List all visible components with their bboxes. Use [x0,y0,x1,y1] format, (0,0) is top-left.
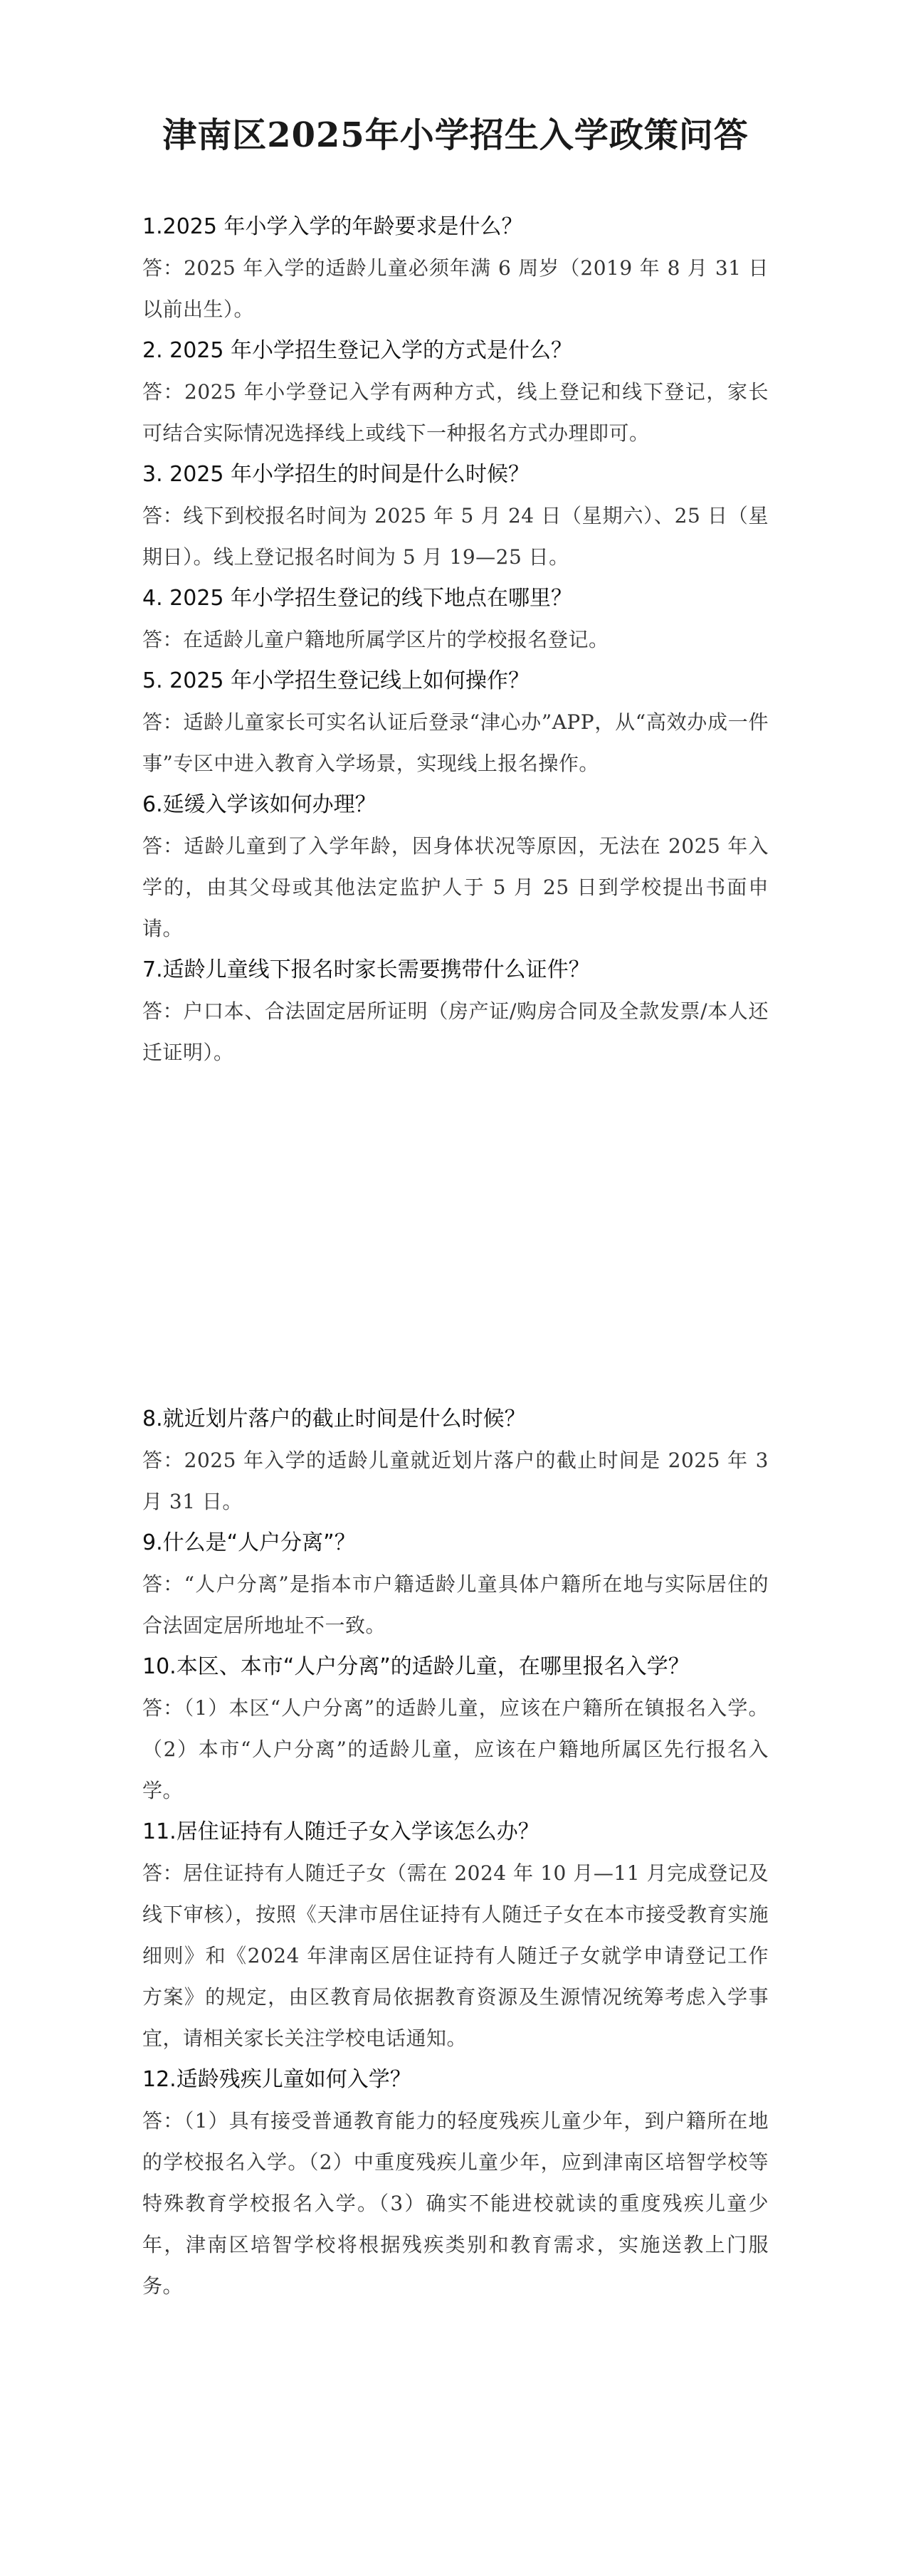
answer-5: 答：适龄儿童家长可实名认证后登录“津心办”APP，从“高效办成一件事”专区中进入教育入学场景，实现线上报名操作。 [142,710,769,775]
question-6: 6.延缓入学该如何办理？ [142,792,376,817]
question-12: 12.适龄残疾儿童如何入学？ [142,2067,411,2092]
qa-section-1 [142,206,769,1073]
answer-6: 答：适龄儿童到了入学年龄，因身体状况等原因，无法在 2025 年入学的，由其父母或其他法定监护人于 5 月 25 日到学校提出书面申请。 [142,834,769,940]
question-1: 1.2025 年小学入学的年龄要求是什么？ [142,214,523,239]
answer-3: 答：线下到校报名时间为 2025 年 5 月 24 日（星期六）、25 日（星期日）。线上登记报名时间为 5 月 19—25 日。 [142,504,769,569]
answer-8: 答：2025 年入学的适龄儿童就近划片落户的截止时间是 2025 年 3 月 31 日。 [142,1449,769,1513]
answer-11: 答：居住证持有人随迁子女（需在 2024 年 10 月—11 月完成登记及线下审核），按照《天津市居住证持有人随迁子女在本市接受教育实施细则》和《2024 年津南区居住证持有人随迁子女就学申请登记工作方案》的规定，由区教育局依据教育资源及生源情况统筹考虑入学事宜，请相关家长关注学校电话通知。 [142,1861,769,2050]
question-11: 11.居住证持有人随迁子女入学该怎么办？ [142,1819,539,1844]
question-3: 3. 2025 年小学招生的时间是什么时候？ [142,462,530,487]
answer-4: 答：在适龄儿童户籍地所属学区片的学校报名登记。 [142,628,609,651]
question-4: 4. 2025 年小学招生登记的线下地点在哪里？ [142,586,573,611]
document-title: 津南区2025年小学招生入学政策问答 [162,115,749,155]
question-2: 2. 2025 年小学招生登记入学的方式是什么？ [142,338,573,363]
qa-section-2 [142,1399,769,2307]
question-10: 10.本区、本市“人户分离”的适龄儿童，在哪里报名入学？ [142,1654,690,1679]
question-9: 9.什么是“人户分离”？ [142,1530,356,1555]
answer-7: 答：户口本、合法固定居所证明（房产证/购房合同及全款发票/本人还迁证明）。 [142,999,769,1064]
question-5: 5. 2025 年小学招生登记线上如何操作？ [142,668,530,693]
answer-1: 答：2025 年入学的适龄儿童必须年满 6 周岁（2019 年 8 月 31 日以前出生）。 [142,256,769,321]
answer-2: 答：2025 年小学登记入学有两种方式，线上登记和线下登记，家长可结合实际情况选择线上或线下一种报名方式办理即可。 [142,380,769,445]
question-8: 8.就近划片落户的截止时间是什么时候？ [142,1407,526,1431]
answer-12: 答：（1）具有接受普通教育能力的轻度残疾儿童少年，到户籍所在地的学校报名入学。（2）中重度残疾儿童少年，应到津南区培智学校等特殊教育学校报名入学。（3）确实不能进校就读的重度残疾儿童少年，津南区培智学校将根据残疾类别和教育需求，实施送教上门服务。 [142,2109,769,2298]
answer-10: 答：（1）本区“人户分离”的适龄儿童，应该在户籍所在镇报名入学。（2）本市“人户分离”的适龄儿童，应该在户籍地所属区先行报名入学。 [142,1696,769,1802]
answer-9: 答：“人户分离”是指本市户籍适龄儿童具体户籍所在地与实际居住的合法固定居所地址不一致。 [142,1572,769,1637]
question-7: 7.适龄儿童线下报名时家长需要携带什么证件？ [142,957,590,982]
